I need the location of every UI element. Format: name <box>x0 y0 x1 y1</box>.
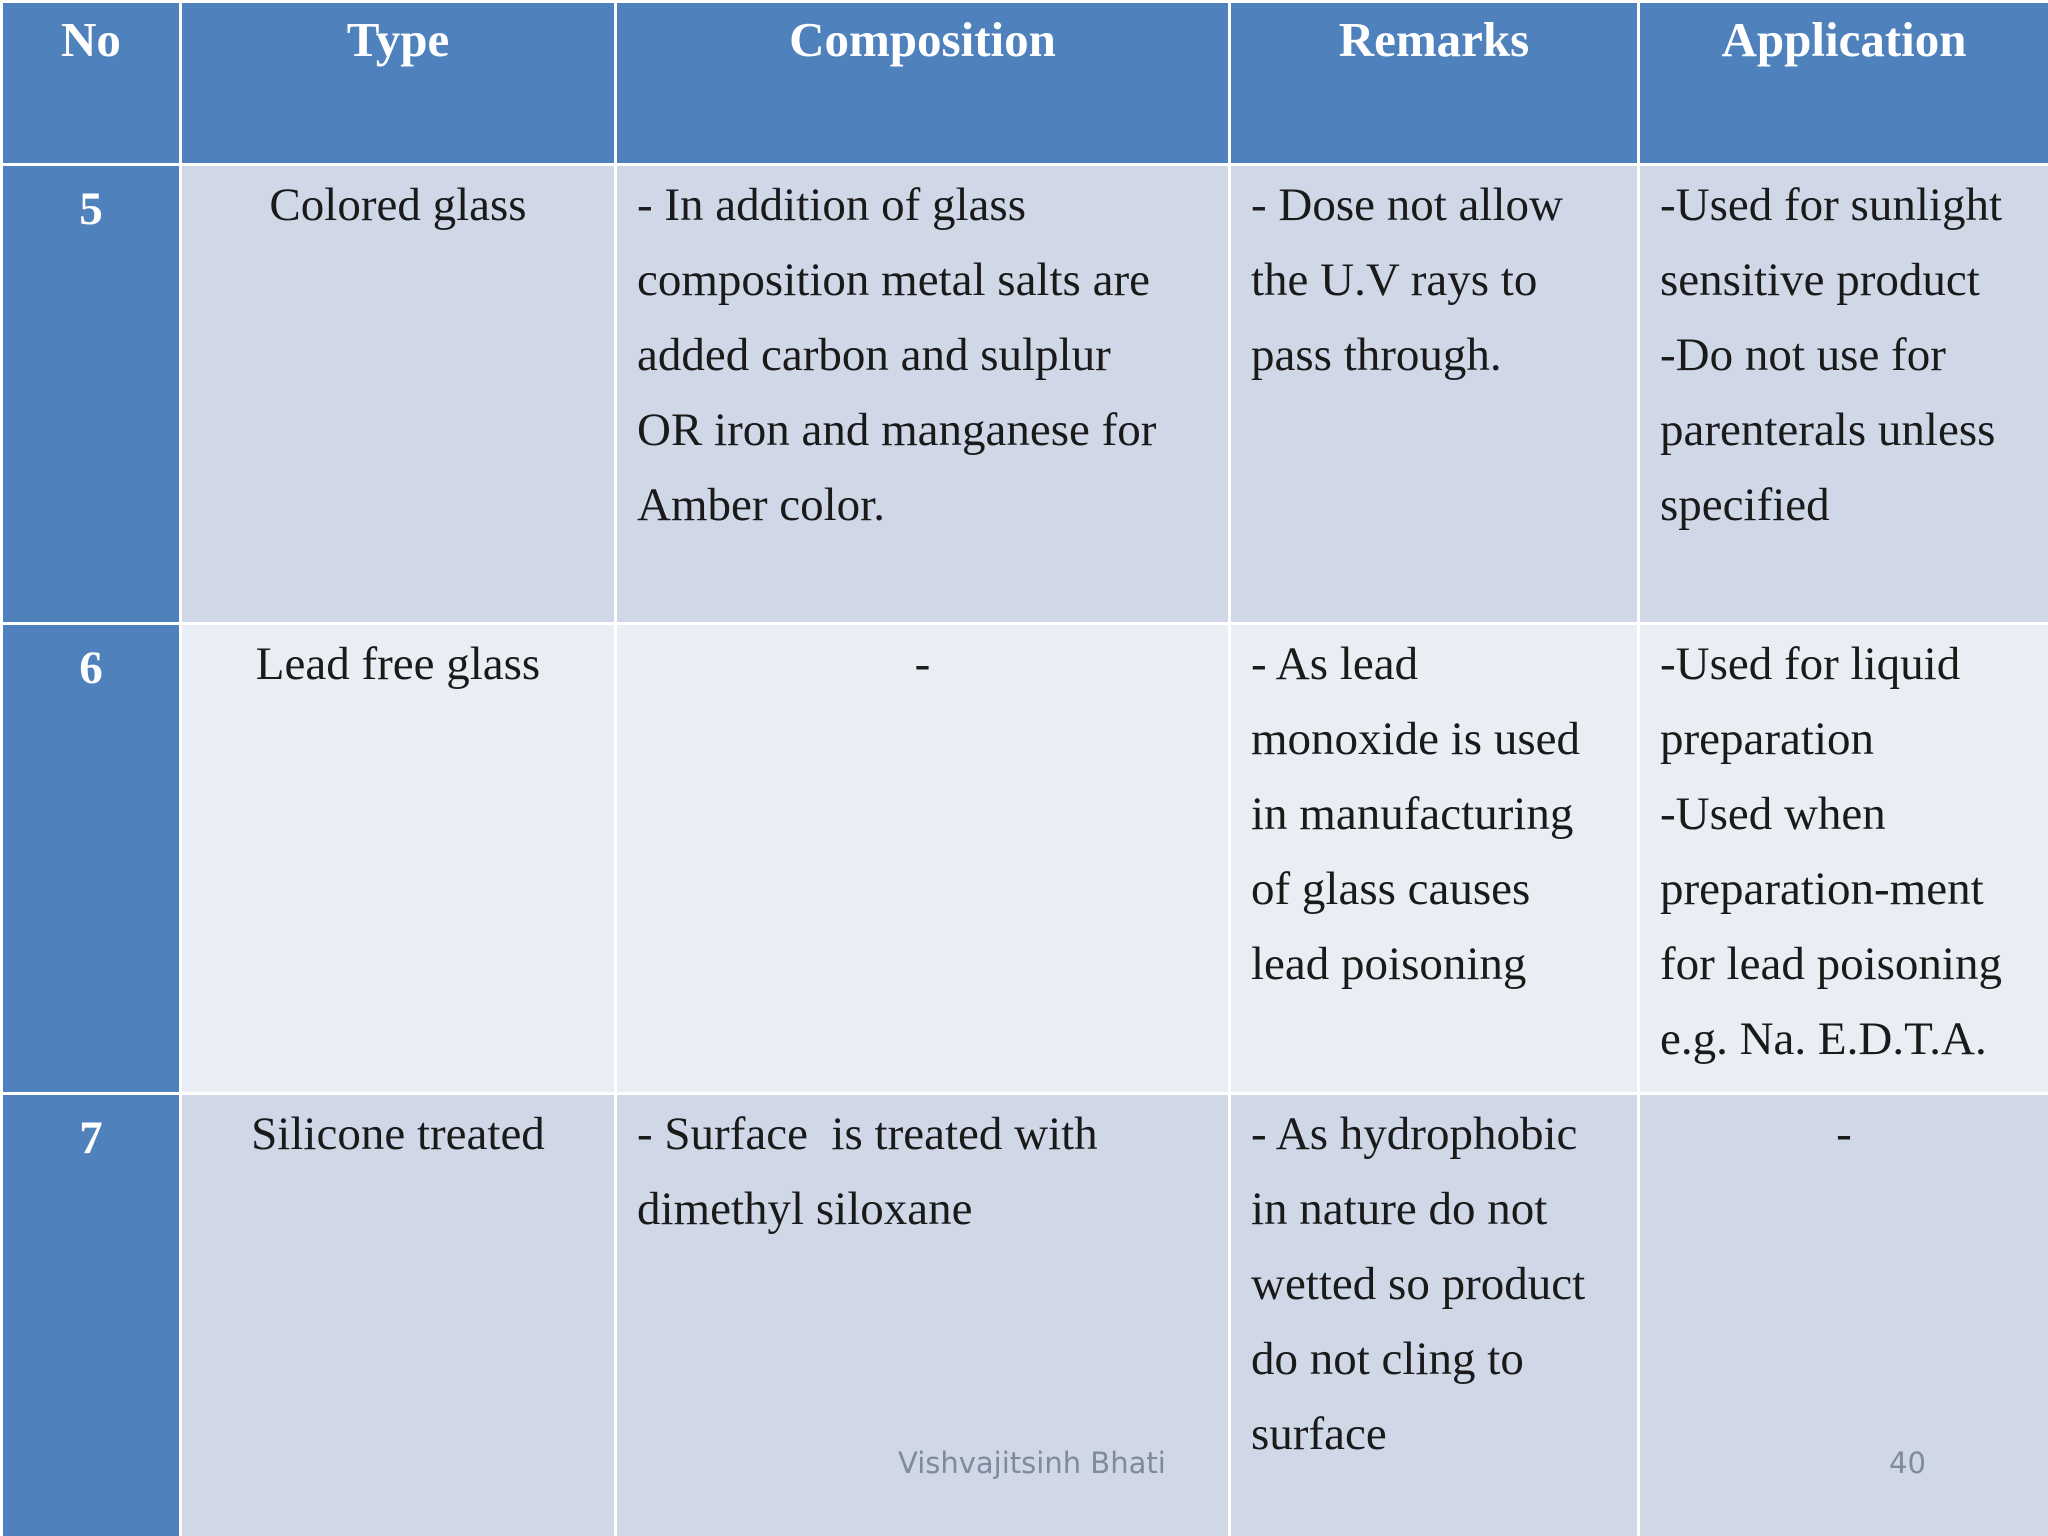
application-line: for lead poisoning <box>1660 938 2002 990</box>
remarks-cell <box>1230 1094 1639 1536</box>
row-number: 7 <box>2 1094 181 1536</box>
application-line: preparation-ment <box>1660 863 1984 915</box>
application-line: sensitive product <box>1660 254 1980 306</box>
remarks-line: monoxide is used <box>1251 713 1580 765</box>
application-line: specified <box>1660 479 1830 531</box>
application-line: -Do not use for <box>1660 329 1946 381</box>
header-remarks: Remarks <box>1230 2 1639 165</box>
application-line: e.g. Na. E.D.T.A. <box>1660 1013 1987 1065</box>
type-cell <box>181 1094 616 1536</box>
composition-line: OR iron and manganese for <box>637 404 1157 456</box>
application-line: -Used for sunlight <box>1660 179 2003 231</box>
type-cell <box>181 165 616 624</box>
remarks-line: the U.V rays to <box>1251 254 1538 306</box>
page-number: 40 <box>1889 1446 1926 1480</box>
remarks-line: - As lead <box>1251 638 1419 690</box>
composition-cell <box>616 624 1230 1094</box>
type-text: Silicone treated <box>251 1108 545 1160</box>
header-type: Type <box>181 2 616 165</box>
type-text: Colored glass <box>269 179 527 231</box>
composition-line: - <box>914 638 931 690</box>
composition-line: added carbon and sulplur <box>637 329 1111 381</box>
composition-line: composition metal salts are <box>637 254 1150 306</box>
remarks-line: of glass causes <box>1251 863 1531 915</box>
type-cell <box>181 624 616 1094</box>
remarks-line: lead poisoning <box>1251 938 1527 990</box>
composition-cell <box>616 165 1230 624</box>
application-line: -Used when <box>1660 788 1886 840</box>
row-number: 5 <box>2 165 181 624</box>
remarks-cell <box>1230 165 1639 624</box>
remarks-line: - Dose not allow <box>1251 179 1563 231</box>
header-composition: Composition <box>616 2 1230 165</box>
remarks-line: wetted so product <box>1251 1258 1586 1310</box>
remarks-line: in manufacturing <box>1251 788 1574 840</box>
application-line: parenterals unless <box>1660 404 1996 456</box>
composition-line: - In addition of glass <box>637 179 1026 231</box>
remarks-line: pass through. <box>1251 329 1502 381</box>
application-cell <box>1639 624 2048 1094</box>
header-no: No <box>2 2 181 165</box>
type-text: Lead free glass <box>255 638 541 690</box>
composition-line: Amber color. <box>637 479 885 531</box>
remarks-line: do not cling to <box>1251 1333 1524 1385</box>
remarks-line: surface <box>1251 1408 1387 1460</box>
row-number: 6 <box>2 624 181 1094</box>
application-line: - <box>1836 1108 1852 1160</box>
remarks-line: - As hydrophobic <box>1251 1108 1578 1160</box>
table-row <box>2 624 2048 1094</box>
footer-author: Vishvajitsinh Bhati <box>898 1446 1166 1480</box>
application-line: -Used for liquid <box>1660 638 1961 690</box>
application-cell <box>1639 1094 2048 1536</box>
application-cell <box>1639 165 2048 624</box>
remarks-cell <box>1230 624 1639 1094</box>
composition-line: dimethyl siloxane <box>637 1183 973 1235</box>
table-row <box>2 165 2048 624</box>
composition-line: - Surface is treated with <box>637 1108 1098 1160</box>
header-row <box>2 2 2048 165</box>
remarks-line: in nature do not <box>1251 1183 1548 1235</box>
header-application: Application <box>1639 2 2048 165</box>
application-line: preparation <box>1660 713 1875 765</box>
